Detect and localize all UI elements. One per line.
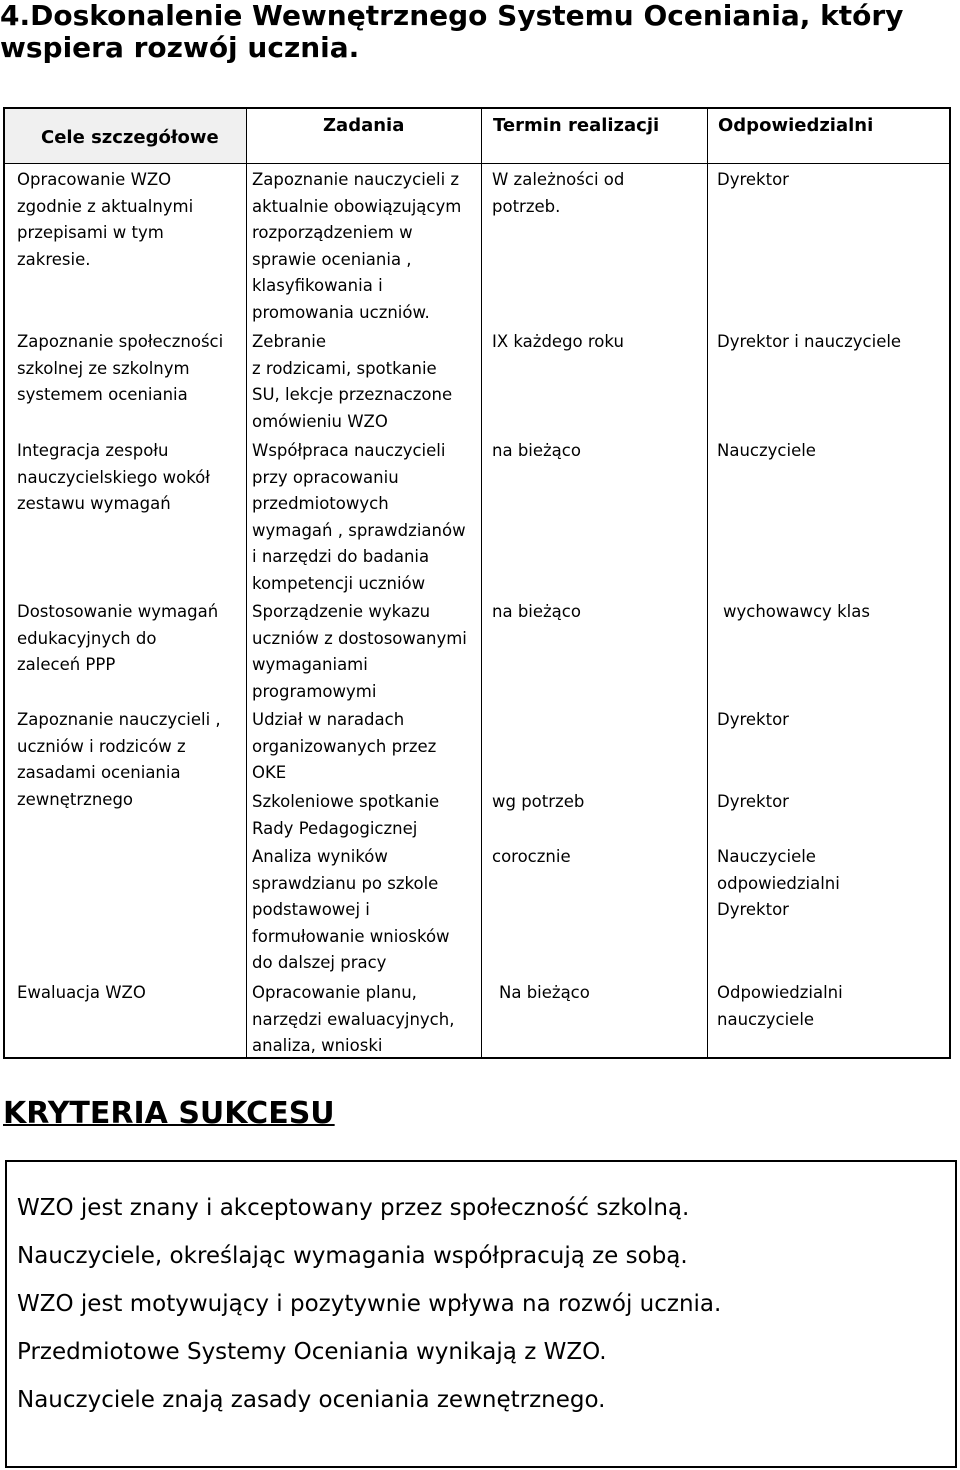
- header-responsible: Odpowiedzialni: [718, 115, 874, 136]
- plan-table: [3, 107, 951, 1059]
- goal-cell: Zapoznanie społeczności szkolnej ze szkolnym systemem oceniania: [17, 332, 224, 404]
- task-cell: Zebranie z rodzicami, spotkanie SU, lekcje przeznaczone omówieniu WZO: [252, 332, 453, 431]
- goal-cell: Integracja zespołu nauczycielskiego wokół zestawu wymagań: [17, 441, 210, 513]
- term-cell: corocznie: [492, 847, 571, 866]
- goal-cell: Ewaluacja WZO: [17, 983, 146, 1002]
- term-cell: na bieżąco: [492, 602, 581, 621]
- section-title: [0, 0, 903, 64]
- responsible-cell: wychowawcy klas: [723, 602, 870, 621]
- task-cell: Analiza wyników sprawdzianu po szkole podstawowej i formułowanie wniosków do dalszej pracy: [252, 847, 450, 972]
- task-cell: Udział w naradach organizowanych przez OKE: [252, 710, 437, 782]
- term-cell: na bieżąco: [492, 441, 581, 460]
- column-divider: [246, 109, 247, 1057]
- section-title-line-2: wspiera rozwój ucznia.: [0, 31, 360, 64]
- task-cell: Współpraca nauczycieli przy opracowaniu przedmiotowych wymagań , sprawdzianów i narzędzi do badania kompetencji uczniów: [252, 441, 466, 593]
- header-goals: Cele szczegółowe: [41, 127, 219, 148]
- goal-cell: Dostosowanie wymagań edukacyjnych do zaleceń PPP: [17, 602, 219, 674]
- task-cell: Zapoznanie nauczycieli z aktualnie obowiązującym rozporządzeniem w sprawie oceniania , klasyfikowania i promowania uczniów.: [252, 170, 462, 322]
- header-term: Termin realizacji: [493, 115, 660, 136]
- header-divider: [5, 163, 949, 164]
- term-cell: Na bieżąco: [499, 983, 590, 1002]
- criteria-item: WZO jest motywujący i pozytywnie wpływa na rozwój ucznia.: [17, 1291, 722, 1317]
- header-tasks: Zadania: [323, 115, 405, 136]
- responsible-cell: Dyrektor: [717, 710, 789, 729]
- responsible-cell: Nauczyciele: [717, 441, 816, 460]
- term-cell: wg potrzeb: [492, 792, 585, 811]
- task-cell: Szkoleniowe spotkanie Rady Pedagogicznej: [252, 792, 440, 838]
- criteria-item: WZO jest znany i akceptowany przez społeczność szkolną.: [17, 1195, 690, 1221]
- term-cell: W zależności od potrzeb.: [492, 170, 625, 216]
- goal-cell: Opracowanie WZO zgodnie z aktualnymi przepisami w tym zakresie.: [17, 170, 194, 269]
- task-cell: Sporządzenie wykazu uczniów z dostosowanymi wymaganiami programowymi: [252, 602, 467, 701]
- responsible-cell: Nauczyciele odpowiedzialni Dyrektor: [717, 847, 840, 919]
- responsible-cell: Dyrektor: [717, 170, 789, 189]
- column-divider: [707, 109, 708, 1057]
- term-cell: IX każdego roku: [492, 332, 624, 351]
- responsible-cell: Odpowiedzialni nauczyciele: [717, 983, 843, 1029]
- criteria-item: Nauczyciele znają zasady oceniania zewnętrznego.: [17, 1387, 606, 1413]
- criteria-heading: KRYTERIA SUKCESU: [3, 1096, 335, 1131]
- task-cell: Opracowanie planu, narzędzi ewaluacyjnych, analiza, wnioski: [252, 983, 455, 1055]
- criteria-box: [5, 1160, 957, 1468]
- responsible-cell: Dyrektor: [717, 792, 789, 811]
- column-divider: [481, 109, 482, 1057]
- criteria-item: Nauczyciele, określając wymagania współpracują ze sobą.: [17, 1243, 688, 1269]
- section-title-line-1: 4.Doskonalenie Wewnętrznego Systemu Oceniania, który: [0, 0, 904, 32]
- responsible-cell: Dyrektor i nauczyciele: [717, 332, 902, 351]
- goal-cell: Zapoznanie nauczycieli , uczniów i rodziców z zasadami oceniania zewnętrznego: [17, 710, 221, 809]
- criteria-item: Przedmiotowe Systemy Oceniania wynikają z WZO.: [17, 1339, 607, 1365]
